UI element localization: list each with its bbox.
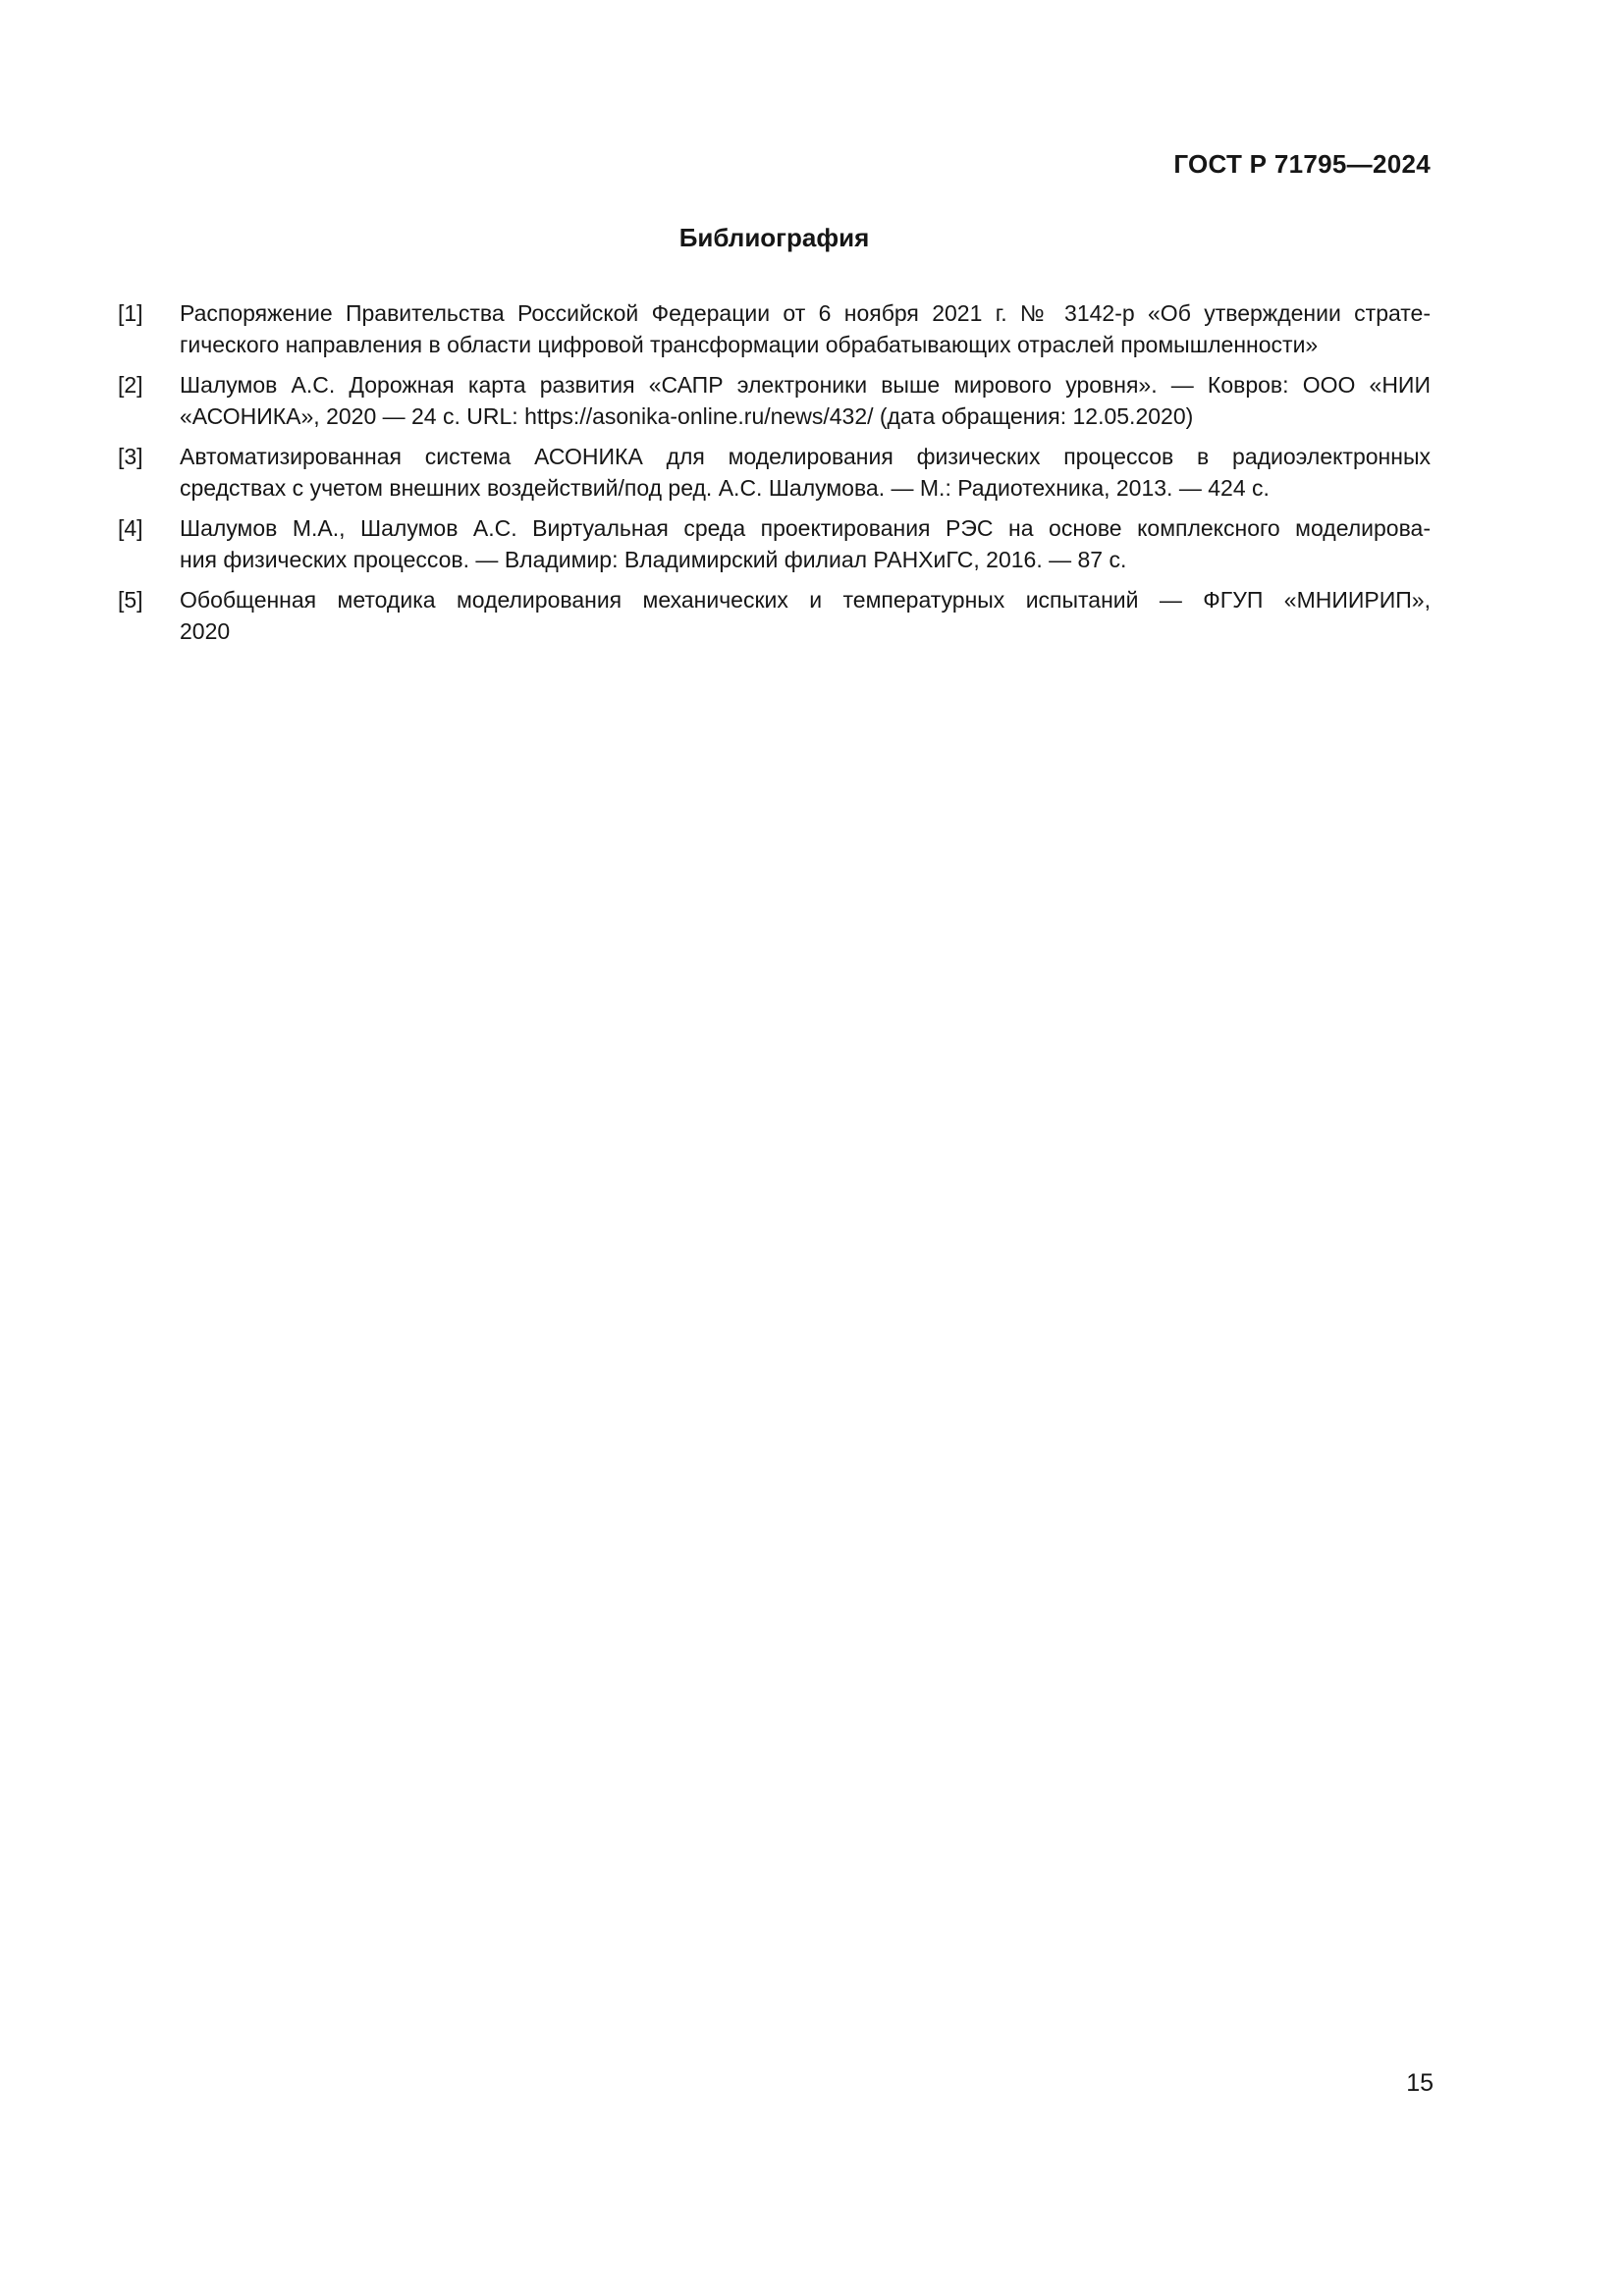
bibliography-entry-number: [1] <box>118 300 143 326</box>
bibliography-entry-line: Автоматизированная система АСОНИКА для моделирования физических процессов в радиоэлектронных <box>180 444 1431 469</box>
bibliography-entry-number: [2] <box>118 372 143 398</box>
bibliography-entry-line: Шалумов М.А., Шалумов А.С. Виртуальная среда проектирования РЭС на основе комплексного моделирова- <box>180 515 1431 541</box>
bibliography-entry <box>118 512 1431 575</box>
bibliography-entry <box>118 369 1431 432</box>
bibliography-entry-number: [3] <box>118 444 143 469</box>
bibliography-entry-line: «АСОНИКА», 2020 — 24 с. URL: https://asonika-online.ru/news/432/ (дата обращения: 12.05.2020) <box>180 403 1194 429</box>
bibliography-title: Библиография <box>678 223 870 252</box>
bibliography-entry-line: средствах с учетом внешних воздействий/под ред. А.С. Шалумова. — М.: Радиотехника, 2013. — 424 с. <box>180 475 1270 501</box>
bibliography-list <box>118 297 1431 656</box>
bibliography-entry <box>118 297 1431 360</box>
bibliography-entry-text <box>180 512 1431 575</box>
bibliography-entry-line: гического направления в области цифровой трансформации обрабатывающих отраслей промышленности» <box>180 332 1319 357</box>
bibliography-entry-text <box>180 584 1431 647</box>
bibliography-entry-number: [5] <box>118 587 143 613</box>
bibliography-entry <box>118 441 1431 504</box>
bibliography-entry-number: [4] <box>118 515 143 541</box>
bibliography-entry <box>118 584 1431 647</box>
page-number: 15 <box>1406 2069 1434 2097</box>
bibliography-entry-text <box>180 441 1431 504</box>
bibliography-entry-line: 2020 <box>180 618 231 644</box>
bibliography-entry-line: Обобщенная методика моделирования механических и температурных испытаний — ФГУП «МНИИРИП», <box>180 587 1431 613</box>
bibliography-entry-line: ния физических процессов. — Владимир: Владимирский филиал РАНХиГС, 2016. — 87 с. <box>180 547 1127 572</box>
bibliography-entry-line: Распоряжение Правительства Российской Федерации от 6 ноября 2021 г. № 3142-р «Об утверждении страте- <box>180 300 1431 326</box>
document-code-header: ГОСТ Р 71795—2024 <box>1173 149 1431 179</box>
bibliography-entry-text <box>180 297 1431 360</box>
bibliography-entry-text <box>180 369 1431 432</box>
bibliography-entry-line: Шалумов А.С. Дорожная карта развития «САПР электроники выше мирового уровня». — Ковров: ООО «НИИ <box>180 372 1431 398</box>
